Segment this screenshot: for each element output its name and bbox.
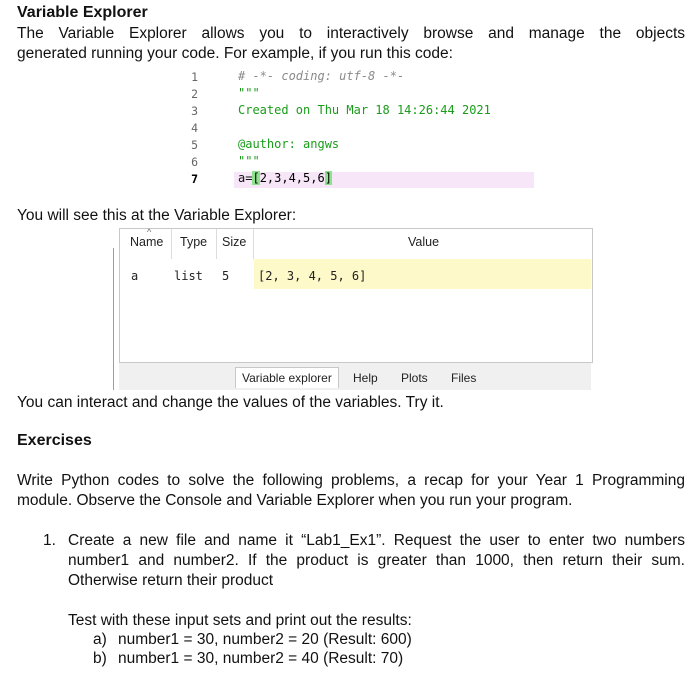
test-case: number1 = 30, number2 = 40 (Result: 70) bbox=[118, 650, 404, 667]
intro-line-1: The Variable Explorer allows you to interactively browse and manage the objects bbox=[17, 25, 685, 42]
line-number-current: 7 bbox=[191, 172, 198, 186]
code-line-3: Created on Thu Mar 18 14:26:44 2021 bbox=[238, 103, 491, 117]
exercise-intro-line-1: Write Python codes to solve the following problems, a recap for your Year 1 Programming bbox=[17, 472, 685, 489]
problem-line-1: Create a new file and name it “Lab1_Ex1”. Request the user to enter two numbers bbox=[68, 532, 685, 549]
cell-value[interactable]: [2, 3, 4, 5, 6] bbox=[258, 269, 367, 283]
problem-line-2: number1 and number2. If the product is greater than 1000, then return their sum. bbox=[68, 552, 685, 569]
bracket-open: [ bbox=[252, 171, 260, 185]
cell-size[interactable]: 5 bbox=[222, 269, 230, 283]
problem-line-3: Otherwise return their product bbox=[68, 572, 274, 589]
code-line-7 bbox=[238, 171, 332, 185]
code-editor bbox=[178, 64, 538, 192]
header-type[interactable]: Type bbox=[180, 235, 208, 249]
intro-line-2: generated running your code. For example, if you run this code: bbox=[17, 45, 453, 62]
column-divider bbox=[216, 229, 217, 259]
section-title: Variable Explorer bbox=[17, 4, 148, 21]
problem-number: 1. bbox=[43, 532, 56, 549]
test-label: b) bbox=[93, 650, 107, 667]
line-number: 3 bbox=[191, 104, 198, 118]
bracket-close: ] bbox=[324, 171, 332, 185]
cell-type[interactable]: list bbox=[174, 269, 203, 283]
header-size[interactable]: Size bbox=[222, 235, 247, 249]
code-line-6: """ bbox=[238, 154, 260, 168]
column-divider bbox=[171, 229, 172, 259]
line-number: 2 bbox=[191, 87, 198, 101]
pane-tabs bbox=[119, 363, 591, 390]
cell-name[interactable]: a bbox=[131, 269, 139, 283]
code-line-5: @author: angws bbox=[238, 137, 340, 151]
column-divider bbox=[253, 229, 254, 259]
variable-explorer-panel bbox=[113, 228, 592, 390]
header-value[interactable]: Value bbox=[408, 235, 440, 249]
line-number: 1 bbox=[191, 70, 198, 84]
exercises-title: Exercises bbox=[17, 432, 92, 449]
exercise-intro-line-2: module. Observe the Console and Variable Explorer when you run your program. bbox=[17, 492, 573, 509]
test-case: number1 = 30, number2 = 20 (Result: 600) bbox=[118, 631, 412, 648]
line-number: 5 bbox=[191, 138, 198, 152]
tab-variable-explorer[interactable]: Variable explorer bbox=[235, 367, 339, 388]
variable-table bbox=[119, 228, 593, 363]
code-assign: a= bbox=[238, 171, 253, 185]
tab-plots[interactable]: Plots bbox=[401, 371, 428, 385]
line-number: 4 bbox=[191, 121, 198, 135]
code-line-1: # -*- coding: utf-8 -*- bbox=[238, 69, 405, 83]
test-intro: Test with these input sets and print out the results: bbox=[68, 612, 412, 629]
code-line-2: """ bbox=[238, 86, 260, 100]
tab-help[interactable]: Help bbox=[353, 371, 378, 385]
sort-caret-icon: ^ bbox=[147, 227, 152, 237]
header-name[interactable]: Name bbox=[130, 235, 164, 249]
test-label: a) bbox=[93, 631, 107, 648]
interact-text: You can interact and change the values of the variables. Try it. bbox=[17, 394, 444, 411]
see-text: You will see this at the Variable Explorer: bbox=[17, 207, 297, 224]
tab-files[interactable]: Files bbox=[451, 371, 477, 385]
list-literal: 2,3,4,5,6 bbox=[259, 171, 325, 185]
line-number: 6 bbox=[191, 155, 198, 169]
